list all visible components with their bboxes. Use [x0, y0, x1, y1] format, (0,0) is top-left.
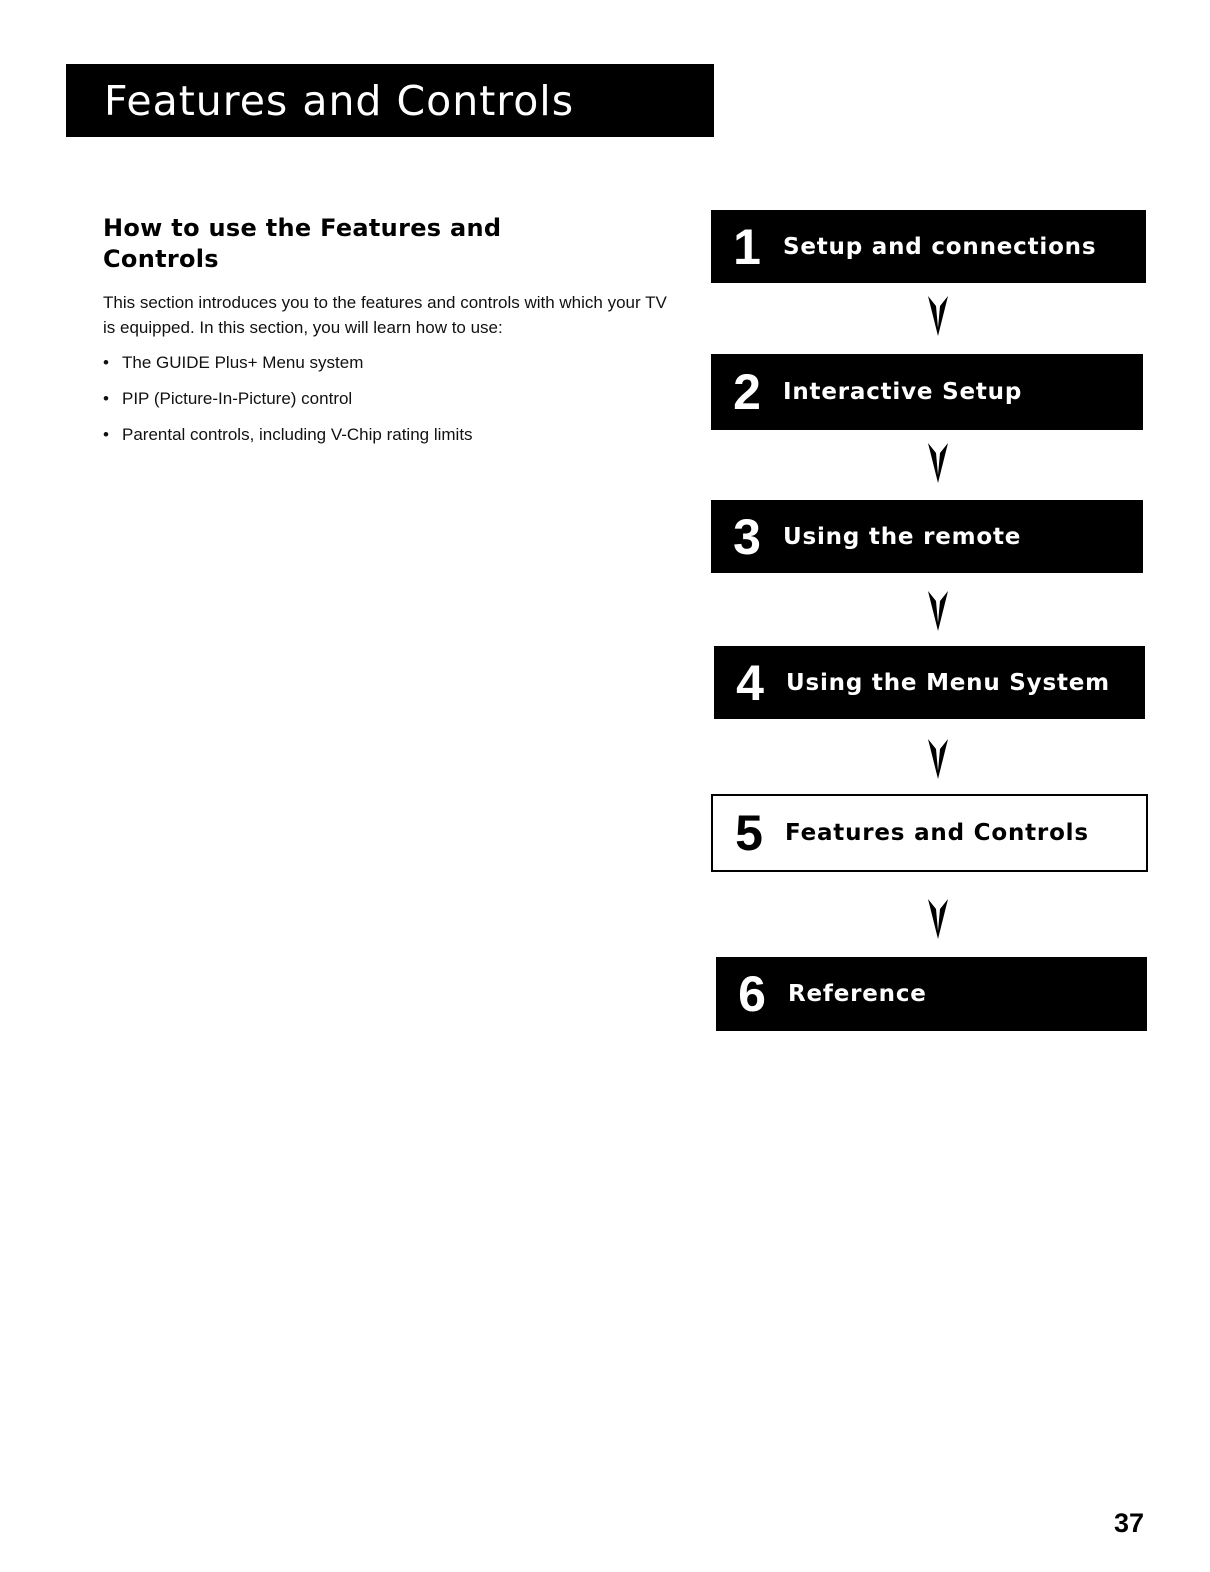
step-2-label: Interactive Setup: [783, 379, 1023, 405]
list-item-text: Parental controls, including V-Chip rating limits: [122, 425, 473, 444]
step-5-number: 5: [735, 805, 763, 861]
down-arrow-icon: [926, 897, 950, 941]
step-6-box: [716, 957, 1147, 1031]
intro-paragraph: This section introduces you to the features and controls with which your TV is equipped. In this section, you will learn how to use:: [103, 293, 667, 337]
list-item: [103, 386, 683, 422]
feature-list: [103, 350, 683, 458]
step-4-label: Using the Menu System: [786, 669, 1110, 696]
down-arrow-icon: [926, 441, 950, 485]
step-1-number: 1: [733, 218, 761, 275]
list-item-text: The GUIDE Plus+ Menu system: [122, 353, 364, 372]
list-item-text: PIP (Picture-In-Picture) control: [122, 389, 353, 408]
step-5-label: Features and Controls: [785, 820, 1089, 846]
down-arrow-icon: [926, 294, 950, 338]
section-heading: How to use the Features and Controls: [103, 214, 502, 273]
step-1-label: Setup and connections: [783, 233, 1097, 260]
list-item: [103, 350, 683, 386]
step-4-box: [714, 646, 1145, 719]
bullet-icon: •: [103, 389, 109, 408]
page-number: 37: [1113, 1508, 1144, 1538]
step-6-number: 6: [738, 966, 766, 1022]
down-arrow-icon: [926, 737, 950, 781]
step-5-box-current: [711, 794, 1148, 872]
list-item: [103, 422, 683, 458]
step-4-number: 4: [736, 654, 764, 711]
page-title-banner: [66, 64, 714, 137]
step-3-box: [711, 500, 1143, 573]
step-3-number: 3: [733, 508, 761, 565]
bullet-icon: •: [103, 353, 109, 372]
step-2-number: 2: [733, 364, 761, 420]
step-2-box: [711, 354, 1143, 430]
down-arrow-icon: [926, 589, 950, 633]
step-1-box: [711, 210, 1146, 283]
step-6-label: Reference: [788, 981, 927, 1007]
step-3-label: Using the remote: [783, 523, 1022, 550]
bullet-icon: •: [103, 425, 109, 444]
page-title: Features and Controls: [104, 76, 575, 125]
